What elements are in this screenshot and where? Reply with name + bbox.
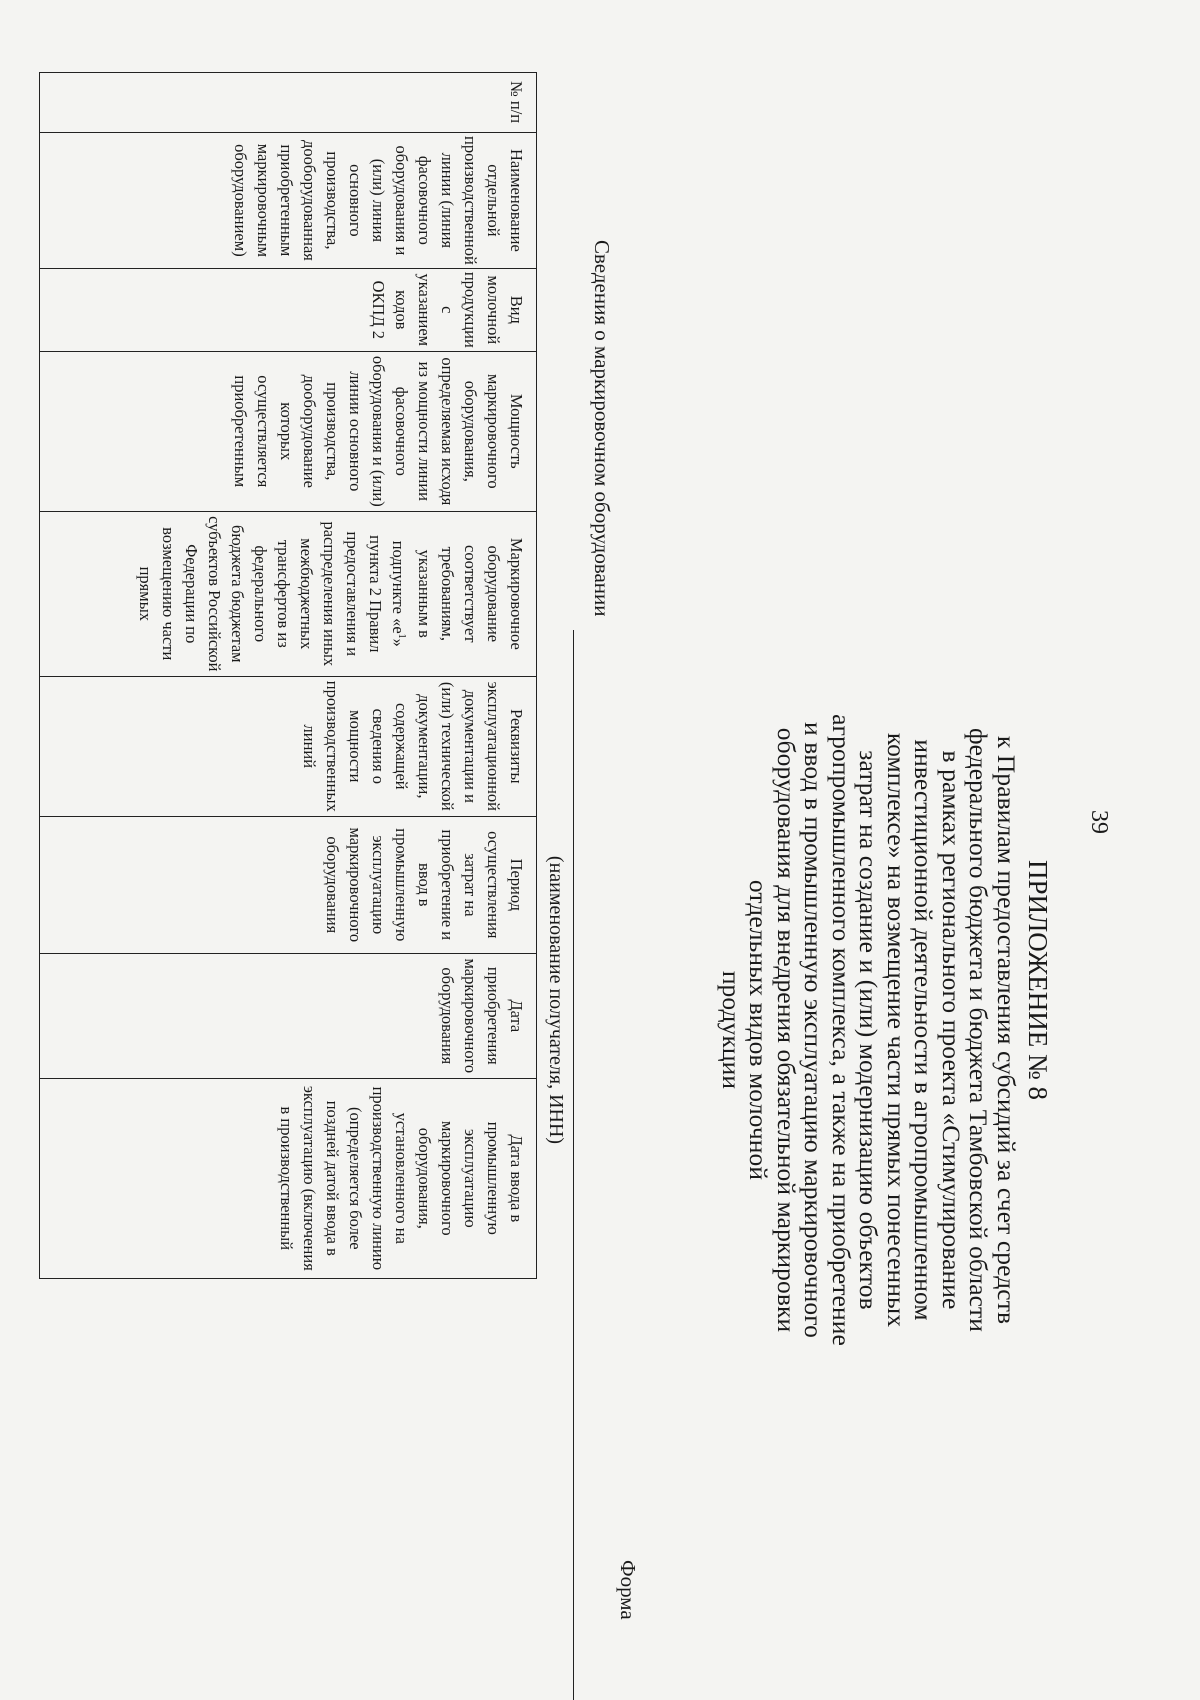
- compliance-superscript: 1: [396, 633, 407, 639]
- header-cell-purchase-date: Дата приобретения маркировочного оборудования: [40, 953, 537, 1078]
- recipient-label: (наименование получателя, ИНН): [545, 855, 567, 1145]
- header-cell-compliance: [40, 511, 537, 676]
- appendix-line: агропромышленного комплекса, а также на приобретение: [827, 714, 856, 1346]
- document-title: Сведения о маркировочном оборудовании: [590, 240, 614, 617]
- appendix-line: продукции: [717, 970, 746, 1090]
- appendix-line: федерального бюджета и бюджета Тамбовской области: [964, 727, 994, 1333]
- appendix-line: оборудования для внедрения обязательной маркировки: [772, 727, 801, 1333]
- header-cell-product-type: Вид молочной продукции с указанием кодов ОКПД 2: [40, 268, 537, 351]
- appendix-line: в рамках регионального проекта «Стимулирование: [937, 750, 966, 1310]
- appendix-line: к Правилам предоставления субсидий за счет средств: [992, 735, 1021, 1325]
- header-cell-documentation: Реквизиты эксплуатационной документации и (или) технической документации, содержащей сведения о мощности производственных линий: [40, 676, 537, 816]
- form-label: Форма: [616, 1560, 640, 1620]
- equipment-table: [39, 72, 537, 1279]
- compliance-text-b: » пункта 2 Правил предоставления и распределения иных межбюджетных трансфертов из федерального бюджета бюджетам субъектов Российской Федерации по возмещению части прямых: [136, 516, 408, 672]
- appendix-line: отдельных видов молочной: [744, 879, 774, 1181]
- table-header-row: [40, 73, 537, 1279]
- header-cell-capacity: Мощность маркировочного оборудования, определяемая исходя из мощности линии фасовочного оборудования и (или) линии основного производства, дооборудование которых осуществляется приобретенным: [40, 351, 537, 511]
- header-cell-expense-period: Период осуществления затрат на приобретение и ввод в промышленную эксплуатацию маркировочного оборудования: [40, 816, 537, 953]
- header-cell-line-name: Наименование отдельной производственной линии (линия фасовочного оборудования и (или) линия основного производства, дооборудованная приобретенным маркировочным оборудованием): [40, 133, 537, 269]
- compliance-text-a: Маркировочное оборудование соответствует требованиям, указанным в подпункте «е: [389, 537, 526, 650]
- header-cell-number: № п/п: [40, 73, 537, 133]
- recipient-name-field-line: [573, 630, 574, 1700]
- appendix-title: ПРИЛОЖЕНИЕ № 8: [1023, 859, 1053, 1101]
- appendix-line: инвестиционной деятельности в агропромышленном: [909, 739, 939, 1321]
- appendix-line: комплексе» на возмещение части прямых понесенных: [882, 732, 911, 1328]
- page-number: 39: [1086, 810, 1112, 834]
- appendix-line: затрат на создание и (или) модернизацию объектов: [854, 750, 884, 1310]
- appendix-text: [718, 450, 1021, 1610]
- appendix-line: и ввод в промышленную эксплуатацию маркировочного: [799, 722, 829, 1338]
- header-cell-commission-date: Дата ввода в промышленную эксплуатацию маркировочного оборудования, установленного на производственную линию (определяется более поздней датой ввода в эксплуатацию (включения в производственный: [40, 1078, 537, 1278]
